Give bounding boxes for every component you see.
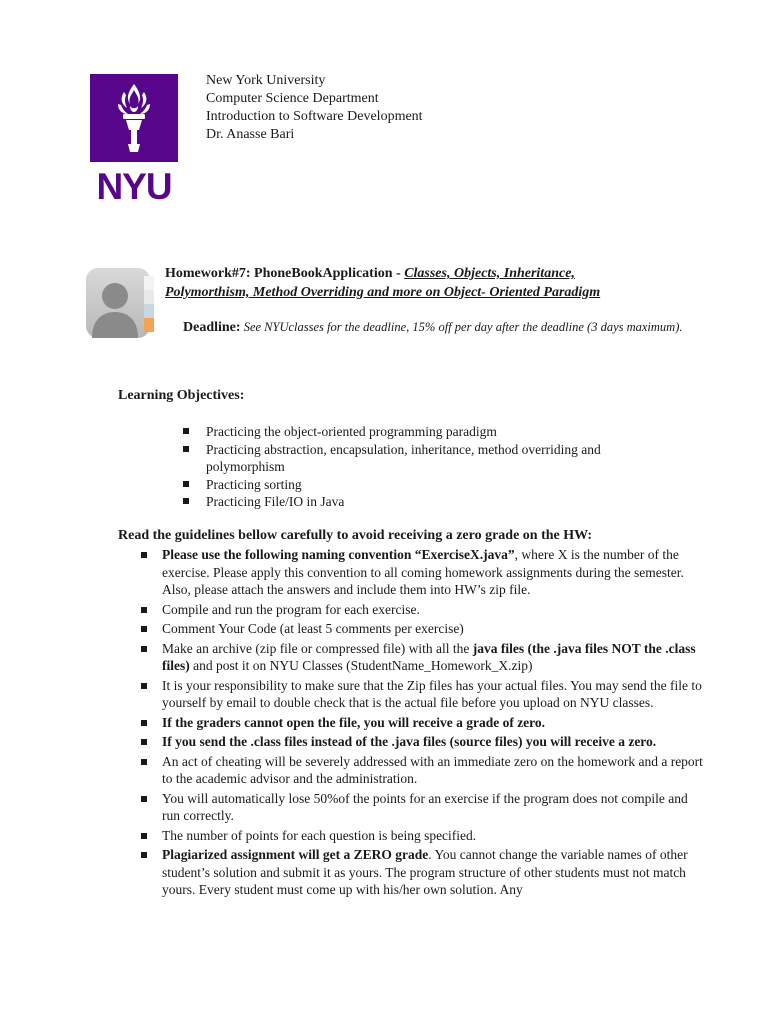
bullet-icon	[183, 498, 189, 504]
list-item-text: Practicing File/IO in Java	[206, 494, 345, 509]
list-item-text: Practicing the object-oriented programming paradigm	[206, 424, 497, 439]
list-item	[138, 677, 703, 712]
list-item-text: Practicing sorting	[206, 476, 302, 492]
homework-topic-line2: Polymorthism, Method Overriding and more on Object- Oriented Paradigm	[165, 285, 601, 300]
bullet-icon	[141, 607, 147, 613]
list-item	[183, 493, 653, 511]
list-item	[183, 441, 653, 476]
list-item	[138, 733, 703, 751]
list-item	[138, 601, 703, 619]
guideline-emphasis: Plagiarized assignment will get a ZERO grade	[162, 847, 429, 862]
guideline-text: An act of cheating will be severely addressed with an immediate zero on the homework and a report to the academic advisor and the administration.	[162, 753, 703, 786]
guideline-text: . You cannot change the variable names of other student’s solution and submit it as yours. The program structure of other students must not match yours. Every student must come up with his/her own solution. Any	[162, 847, 688, 897]
list-item	[138, 827, 703, 845]
guideline-emphasis: If you send the .class files instead of the .java files (source files) you will receive a zero.	[162, 734, 657, 749]
list-item-text: Practicing abstraction, encapsulation, inheritance, method overriding and polymorphism	[206, 441, 601, 474]
bullet-icon	[141, 646, 147, 652]
university-name: New York University	[206, 73, 326, 88]
guideline-text: Make an archive (zip file or compressed file) with all the	[162, 640, 473, 656]
bullet-icon	[141, 683, 147, 689]
list-item	[138, 640, 703, 675]
guideline-emphasis: java files (the .java files NOT the .class files)	[162, 640, 696, 673]
nyu-wordmark: NYU	[96, 166, 172, 207]
learning-objectives-list	[183, 423, 653, 511]
bullet-icon	[183, 428, 189, 434]
guidelines-title: Read the guidelines bellow carefully to avoid receiving a zero grade on the HW:	[118, 528, 593, 543]
deadline	[183, 318, 743, 337]
bullet-icon	[141, 720, 147, 726]
course-header	[206, 72, 423, 144]
bullet-icon	[183, 446, 189, 452]
guideline-text: The number of points for each question is being specified.	[162, 827, 477, 843]
guideline-text: Compile and run the program for each exercise.	[162, 601, 420, 617]
list-item	[183, 423, 653, 441]
bullet-icon	[141, 852, 147, 858]
list-item	[138, 714, 703, 732]
guideline-text: and post it on NYU Classes (StudentName_Homework_X.zip)	[189, 658, 533, 673]
guideline-text: , where X is the number of the exercise. Please apply this convention to all coming homework assignments during the semester. Also, please attach the answers and include them into HW’s zip file.	[162, 547, 684, 597]
deadline-text: See NYUclasses for the deadline, 15% off per day after the deadline (3 days maximum).	[240, 320, 683, 334]
bullet-icon	[141, 552, 147, 558]
deadline-label: Deadline:	[183, 320, 241, 335]
list-item	[138, 620, 703, 638]
homework-title	[165, 264, 725, 302]
bullet-icon	[141, 626, 147, 632]
bullet-icon	[141, 833, 147, 839]
instructor-name: Dr. Anasse Bari	[206, 127, 295, 142]
guideline-text: It is your responsibility to make sure that the Zip files has your actual files. You may send the file to yourself by email to double check that is the actual file before you upload on NYU classes.	[162, 677, 702, 710]
list-item	[138, 546, 703, 599]
torch-icon	[90, 74, 178, 162]
bullet-icon	[141, 739, 147, 745]
guideline-text: You will automatically lose 50%of the points for an exercise if the program does not compile and run correctly.	[162, 790, 688, 823]
bullet-icon	[183, 481, 189, 487]
guideline-emphasis: Please use the following naming convention “ExerciseX.java”	[162, 547, 515, 562]
list-item	[183, 476, 653, 494]
contacts-app-icon	[86, 268, 154, 338]
list-item	[138, 753, 703, 788]
course-name: Introduction to Software Development	[206, 109, 423, 124]
nyu-logo	[90, 74, 178, 208]
list-item	[138, 790, 703, 825]
guideline-text: Comment Your Code (at least 5 comments per exercise)	[162, 621, 464, 636]
homework-title-prefix: Homework#7: PhoneBookApplication -	[165, 266, 405, 281]
department-name: Computer Science Department	[206, 91, 379, 106]
guidelines-list	[138, 546, 703, 901]
guideline-emphasis: If the graders cannot open the file, you will receive a grade of zero.	[162, 714, 546, 730]
bullet-icon	[141, 759, 147, 765]
list-item	[138, 846, 703, 899]
learning-objectives-title: Learning Objectives:	[118, 388, 245, 403]
homework-topic-line1: Classes, Objects, Inheritance,	[404, 266, 575, 281]
bullet-icon	[141, 796, 147, 802]
